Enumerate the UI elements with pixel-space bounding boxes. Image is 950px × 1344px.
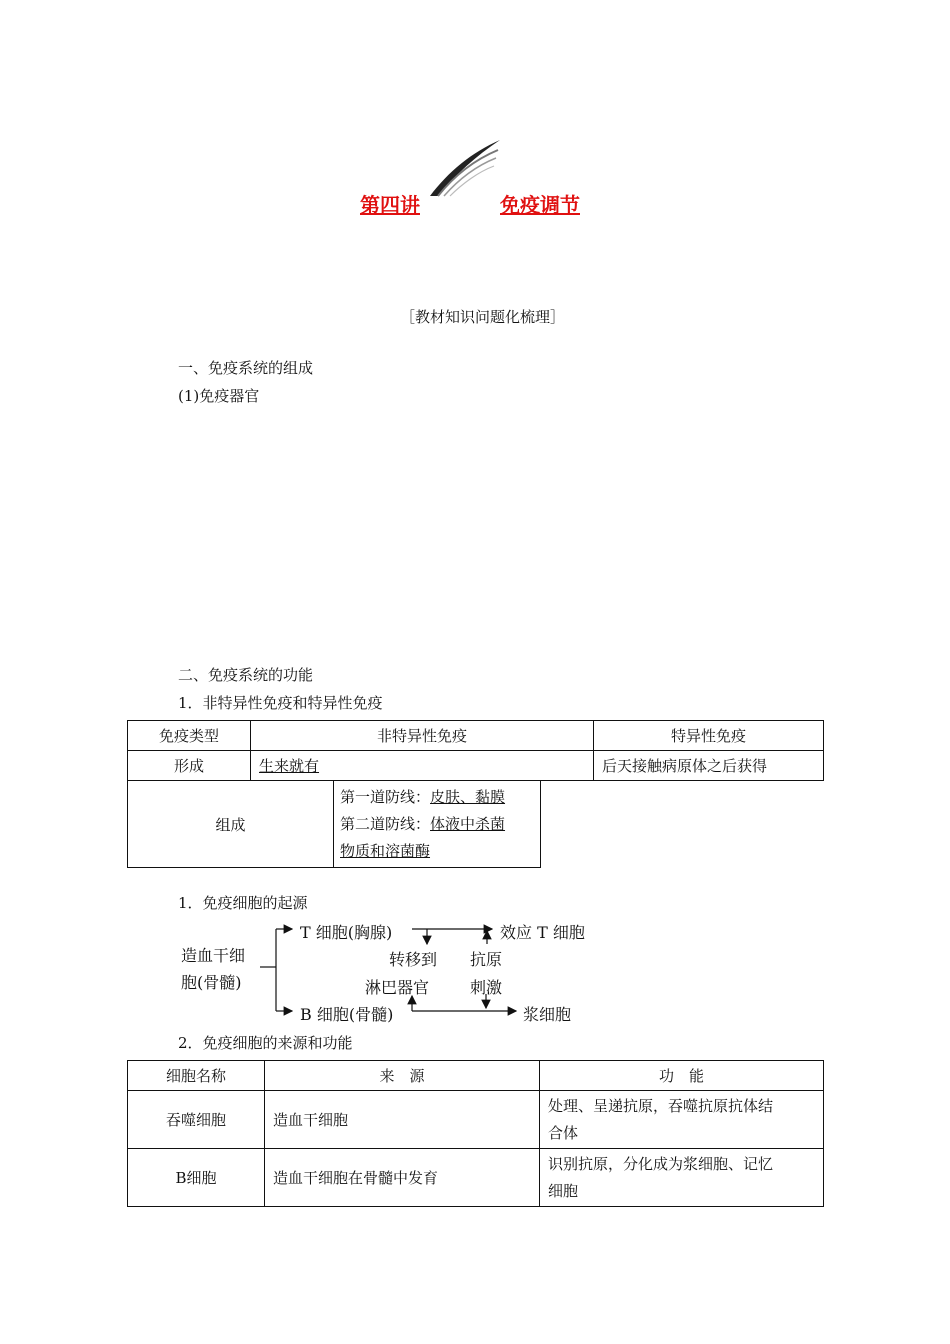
- cell-specific-formation: 后天接触病原体之后获得: [594, 751, 824, 781]
- flow-plasma: 浆细胞: [523, 1005, 572, 1024]
- table-header: 来 源: [265, 1061, 540, 1091]
- part1-sub1: (1)免疫器官: [178, 387, 260, 405]
- cell-function: [540, 1091, 824, 1149]
- table-header: 非特异性免疫: [251, 721, 594, 751]
- cell-source: 造血干细胞在骨髓中发育: [265, 1149, 540, 1207]
- function-line: 细胞: [548, 1181, 579, 1200]
- row-label-formation: 形成: [128, 751, 251, 781]
- flow-t-cell: T 细胞(胸腺): [300, 923, 393, 942]
- underlined-answer: 物质和溶菌酶: [340, 841, 431, 860]
- section-tag: ［教材知识问题化梳理］: [400, 308, 566, 326]
- part2-heading: 二、免疫系统的功能: [178, 666, 314, 684]
- cell-function-table: [127, 1060, 824, 1207]
- row-label-composition: 组成: [128, 781, 334, 868]
- cell-source: 造血干细胞: [265, 1091, 540, 1149]
- flow-transfer: 转移到: [389, 950, 438, 969]
- defense-line-1-prefix: 第一道防线：: [340, 787, 431, 806]
- part1-heading: 一、免疫系统的组成: [178, 359, 314, 377]
- flow-b-cell: B 细胞(骨髓): [300, 1005, 394, 1024]
- table-header: 免疫类型: [128, 721, 251, 751]
- flow-effector-t: 效应 T 细胞: [500, 923, 585, 942]
- table-header: 特异性免疫: [594, 721, 824, 751]
- part2-item1: 1．非特异性免疫和特异性免疫: [178, 694, 383, 712]
- flow-lymph: 淋巴器官: [365, 978, 430, 997]
- cells-heading: 2．免疫细胞的来源和功能: [178, 1034, 353, 1052]
- table-header: 细胞名称: [128, 1061, 265, 1091]
- flow-stimulate: 刺激: [470, 978, 503, 997]
- cell-name: B细胞: [128, 1149, 265, 1207]
- flow-antigen: 抗原: [470, 950, 503, 969]
- function-line: 识别抗原，分化成为浆细胞、记忆: [548, 1154, 774, 1173]
- origin-heading: 1．免疫细胞的起源: [178, 894, 308, 912]
- underlined-answer: 体液中杀菌: [430, 814, 506, 833]
- cell-name: 吞噬细胞: [128, 1091, 265, 1149]
- function-line: 处理、呈递抗原，吞噬抗原抗体结: [548, 1096, 774, 1115]
- table-header: 功 能: [540, 1061, 824, 1091]
- underlined-answer: 生来就有: [259, 757, 320, 775]
- function-line: 合体: [548, 1123, 579, 1142]
- lecture-number: 第四讲: [360, 193, 420, 217]
- page-title: 免疫调节: [500, 193, 580, 217]
- underlined-answer: 皮肤、黏膜: [430, 787, 506, 806]
- flow-stem-cell-1: 造血干细: [181, 946, 246, 965]
- defense-line-2-prefix: 第二道防线：: [340, 814, 431, 833]
- flow-stem-cell-2: 胞(骨髓): [181, 973, 242, 992]
- cell-function: [540, 1149, 824, 1207]
